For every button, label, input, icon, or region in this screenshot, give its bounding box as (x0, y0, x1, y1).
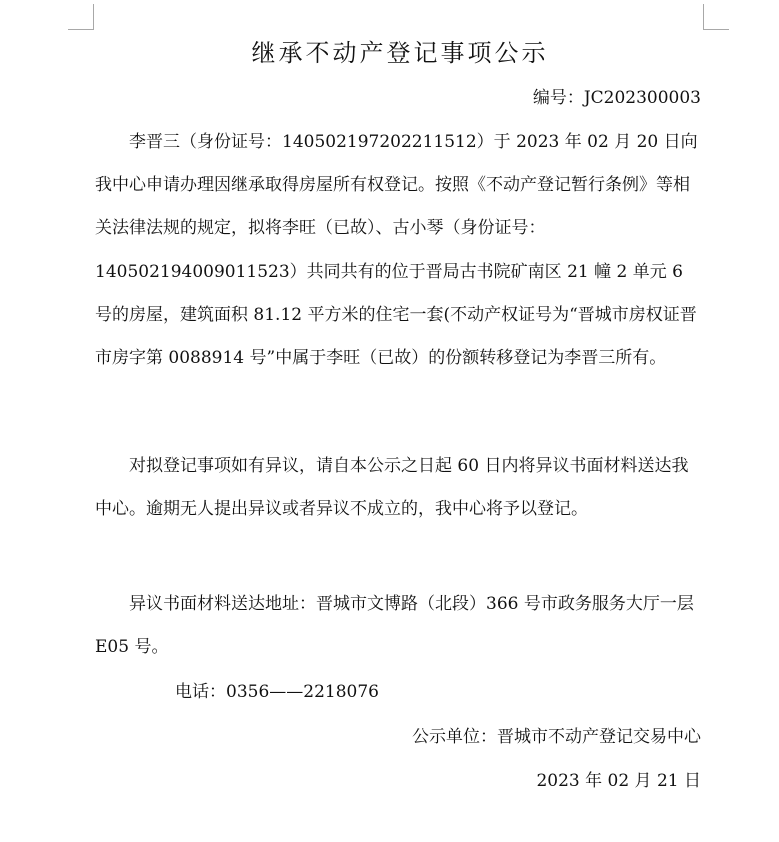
notice-paragraph-objection: 对拟登记事项如有异议，请自本公示之日起 60 日内将异议书面材料送达我中心。逾期无人提出异议或者异议不成立的，我中心将予以登记。 (95, 456, 689, 520)
issue-date: 2023 年 02 月 21 日 (536, 771, 701, 791)
notice-paragraph-main: 李晋三（身份证号：140502197202211512）于 2023 年 02 月 20 日向我中心申请办理因继承取得房屋所有权登记。按照《不动产登记暂行条例》等相关法律法规的规定，拟将李旺（已故）、古小琴（身份证号：140502194009011523）共同共有的位于晋局古书院矿南区 21 幢 2 单元 6 号的房屋，建筑面积 81.12 平方米的住宅一套(不动产权证号为“晋城市房权证晋市房字第 0088914 号”中属于李旺（已故）的份额转移登记为李晋三所有。 (95, 132, 698, 369)
contact-phone: 电话：0356——2218076 (175, 682, 379, 702)
crop-mark-right (703, 29, 729, 30)
crop-mark-right (703, 4, 704, 30)
notice-title: 继承不动产登记事项公示 (251, 39, 549, 67)
document-number: 编号：JC202300003 (532, 88, 701, 108)
crop-mark-left (68, 29, 94, 30)
issuing-unit: 公示单位：晋城市不动产登记交易中心 (412, 727, 701, 747)
crop-mark-left (93, 4, 94, 30)
notice-paragraph-address: 异议书面材料送达地址：晋城市文博路（北段）366 号市政务服务大厅一层 E05 号。 (95, 594, 694, 658)
